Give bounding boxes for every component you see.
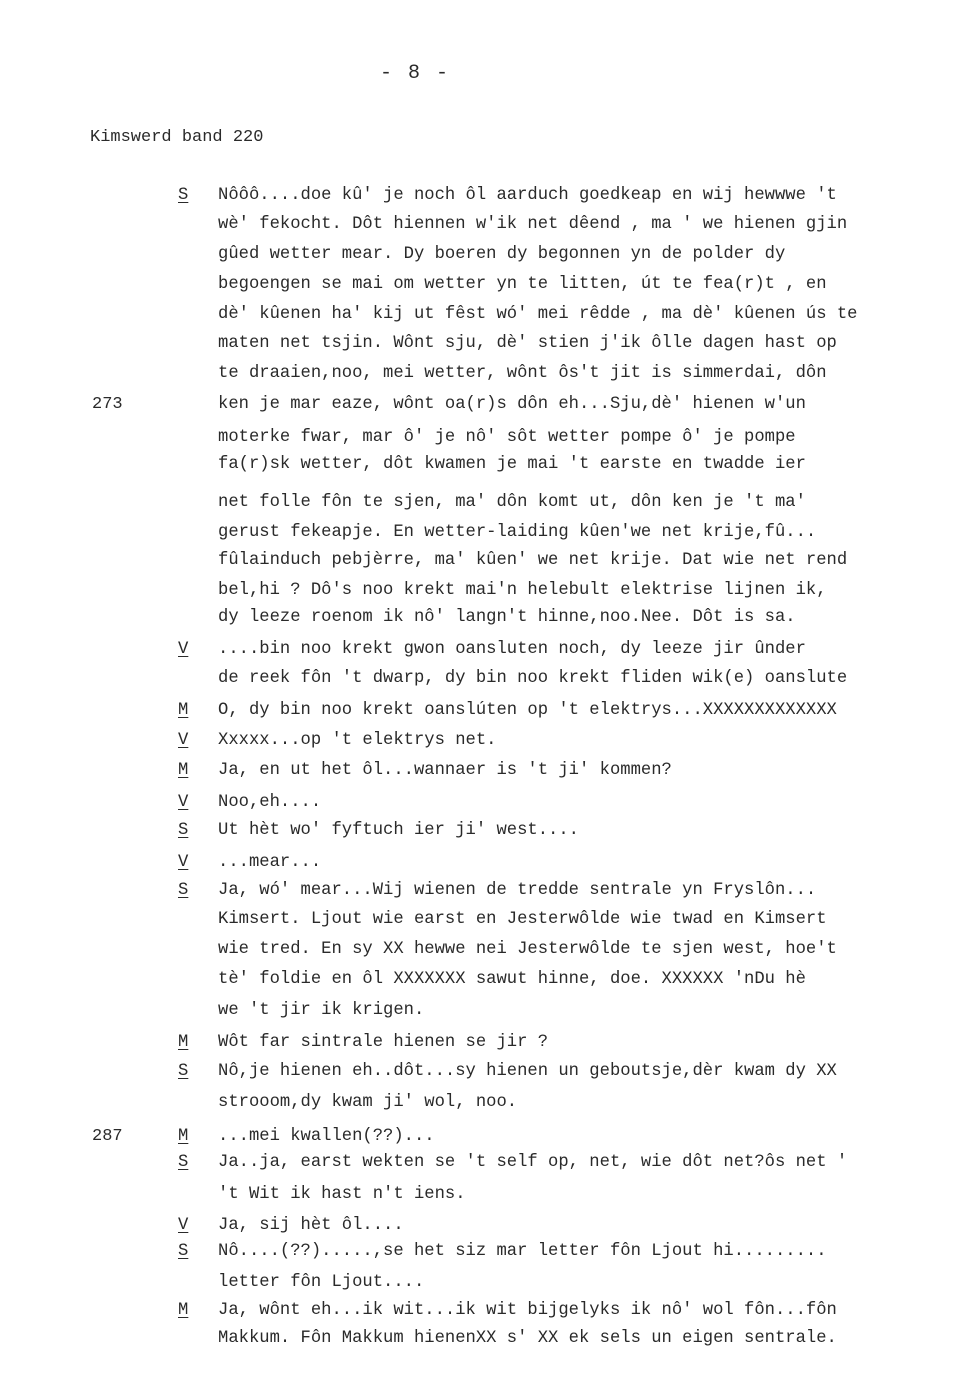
transcript-line <box>0 548 973 574</box>
transcript-text: letter fôn Ljout.... <box>218 1273 425 1292</box>
transcript-text: Nô....(??).....,se het siz mar letter fôn Ljout hi......... <box>218 1242 827 1261</box>
transcript-text: Kimsert. Ljout wie earst en Jesterwôlde wie twad en Kimsert <box>218 910 827 929</box>
transcript-text: Noo,eh.... <box>218 793 322 812</box>
transcript-text: ....bin noo krekt gwon oansluten noch, dy leeze jir ûnder <box>218 640 806 659</box>
speaker-label: V <box>178 731 189 750</box>
transcript-line <box>0 1030 973 1056</box>
speaker-label: M <box>178 761 189 780</box>
speaker-label: S <box>178 186 189 205</box>
transcript-line <box>0 1270 973 1296</box>
transcript-text: tè' foldie en ôl XXXXXXX sawut hinne, doe. XXXXXX 'nDu hè <box>218 970 806 989</box>
transcript-text: bel,hi ? Dô's noo krekt mai'n helebult elektrise lijnen ik, <box>218 581 827 600</box>
transcript-text: de reek fôn 't dwarp, dy bin noo krekt fliden wik(e) oanslute <box>218 669 848 688</box>
transcript-line <box>0 1213 973 1239</box>
transcript-line <box>0 183 973 209</box>
transcript-text: Ja, wônt eh...ik wit...ik wit bijgelyks ik nô' wol fôn...fôn <box>218 1301 837 1320</box>
transcript-text: moterke fwar, mar ô' je nô' sôt wetter pompe ô' je pompe <box>218 428 796 447</box>
speaker-label: V <box>178 640 189 659</box>
transcript-text: gerust fekeapje. En wetter-laiding kûen'we net krije,fû... <box>218 523 817 542</box>
speaker-label: M <box>178 1127 189 1146</box>
speaker-label: M <box>178 1033 189 1052</box>
transcript-line <box>0 818 973 844</box>
transcript-line <box>0 1182 973 1208</box>
transcript-line <box>0 1298 973 1324</box>
transcript-line <box>0 272 973 298</box>
transcript-line <box>0 1090 973 1116</box>
transcript-line <box>0 1059 973 1085</box>
transcript-line <box>0 1326 973 1352</box>
transcript-text: O, dy bin noo krekt oanslúten op 't elektrys...XXXXXXXXXXXXX <box>218 701 837 720</box>
transcript-text: Ja, sij hèt ôl.... <box>218 1216 404 1235</box>
transcript-text: maten net tsjin. Wônt sju, dè' stien j'ik ôlle dagen hast op <box>218 334 837 353</box>
transcript-line <box>0 331 973 357</box>
speaker-label: V <box>178 1216 189 1235</box>
transcript-line <box>0 605 973 631</box>
transcript-text: Wôt far sintrale hienen se jir ? <box>218 1033 549 1052</box>
speaker-label: S <box>178 1153 189 1172</box>
transcript-text: net folle fôn te sjen, ma' dôn komt ut, dôn ken je 't ma' <box>218 493 806 512</box>
transcript-line <box>0 637 973 663</box>
transcript-line <box>0 967 973 993</box>
transcript-line <box>0 490 973 516</box>
transcript-text: 't Wit ik hast n't iens. <box>218 1185 466 1204</box>
transcript-text: Ja, en ut het ôl...wannaer is 't ji' kommen? <box>218 761 672 780</box>
transcript-line <box>0 392 973 418</box>
transcript-text: Ja, wó' mear...Wij wienen de tredde sentrale yn Fryslôn... <box>218 881 817 900</box>
transcript-line <box>0 1124 973 1150</box>
margin-line-number: 273 <box>92 395 123 414</box>
page-number: - 8 - <box>380 62 451 85</box>
transcript-text: we 't jir ik krigen. <box>218 1001 425 1020</box>
transcript-text: ...mear... <box>218 853 322 872</box>
speaker-label: V <box>178 793 189 812</box>
transcript-line <box>0 666 973 692</box>
transcript-line <box>0 212 973 238</box>
transcript-text: fûlainduch pebjèrre, ma' kûen' we net krije. Dat wie net rend <box>218 551 848 570</box>
transcript-text: ken je mar eaze, wônt oa(r)s dôn eh...Sju,dè' hienen w'un <box>218 395 806 414</box>
transcript-text: Ja..ja, earst wekten se 't self op, net, wie dôt net?ôs net ' <box>218 1153 848 1172</box>
document-header: Kimswerd band 220 <box>90 128 264 147</box>
transcript-line <box>0 302 973 328</box>
transcript-text: gûed wetter mear. Dy boeren dy begonnen yn de polder dy <box>218 245 786 264</box>
transcript-text: wie tred. En sy XX hewwe nei Jesterwôlde te sjen west, hoe't <box>218 940 837 959</box>
transcript-line <box>0 1150 973 1176</box>
transcript-line <box>0 758 973 784</box>
transcript-text: dy leeze roenom ik nô' langn't hinne,noo.Nee. Dôt is sa. <box>218 608 796 627</box>
transcript-text: strooom,dy kwam ji' wol, noo. <box>218 1093 518 1112</box>
transcript-line <box>0 728 973 754</box>
transcript-text: dè' kûenen ha' kij ut fêst wó' mei rêdde , ma dè' kûenen ús te <box>218 305 858 324</box>
transcript-line <box>0 698 973 724</box>
transcript-line <box>0 1239 973 1265</box>
speaker-label: M <box>178 1301 189 1320</box>
speaker-label: S <box>178 1062 189 1081</box>
transcript-line <box>0 452 973 478</box>
transcript-line <box>0 850 973 876</box>
speaker-label: S <box>178 821 189 840</box>
transcript-text: Xxxxx...op 't elektrys net. <box>218 731 497 750</box>
speaker-label: S <box>178 881 189 900</box>
transcript-line <box>0 425 973 451</box>
transcript-line <box>0 361 973 387</box>
transcript-line <box>0 790 973 816</box>
transcript-text: fa(r)sk wetter, dôt kwamen je mai 't earste en twadde ier <box>218 455 806 474</box>
transcript-text: Makkum. Fôn Makkum hienenXX s' XX ek sels un eigen sentrale. <box>218 1329 837 1348</box>
transcript-line <box>0 907 973 933</box>
transcript-text: Ut hèt wo' fyftuch ier ji' west.... <box>218 821 579 840</box>
transcript-line <box>0 578 973 604</box>
transcript-line <box>0 242 973 268</box>
transcript-text: te draaien,noo, mei wetter, wônt ôs't jit is simmerdai, dôn <box>218 364 827 383</box>
transcript-line <box>0 937 973 963</box>
transcript-line <box>0 878 973 904</box>
transcript-text: wè' fekocht. Dôt hiennen w'ik net dêend , ma ' we hienen gjin <box>218 215 848 234</box>
margin-line-number: 287 <box>92 1127 123 1146</box>
speaker-label: S <box>178 1242 189 1261</box>
speaker-label: M <box>178 701 189 720</box>
transcript-line <box>0 520 973 546</box>
transcript-line <box>0 998 973 1024</box>
transcript-text: begoengen se mai om wetter yn te litten, út te fea(r)t , en <box>218 275 827 294</box>
transcript-text: Nô,je hienen eh..dôt...sy hienen un geboutsje,dèr kwam dy XX <box>218 1062 837 1081</box>
transcript-text: ...mei kwallen(??)... <box>218 1127 435 1146</box>
transcript-text: Nôôô....doe kû' je noch ôl aarduch goedkeap en wij hewwwe 't <box>218 186 837 205</box>
speaker-label: V <box>178 853 189 872</box>
